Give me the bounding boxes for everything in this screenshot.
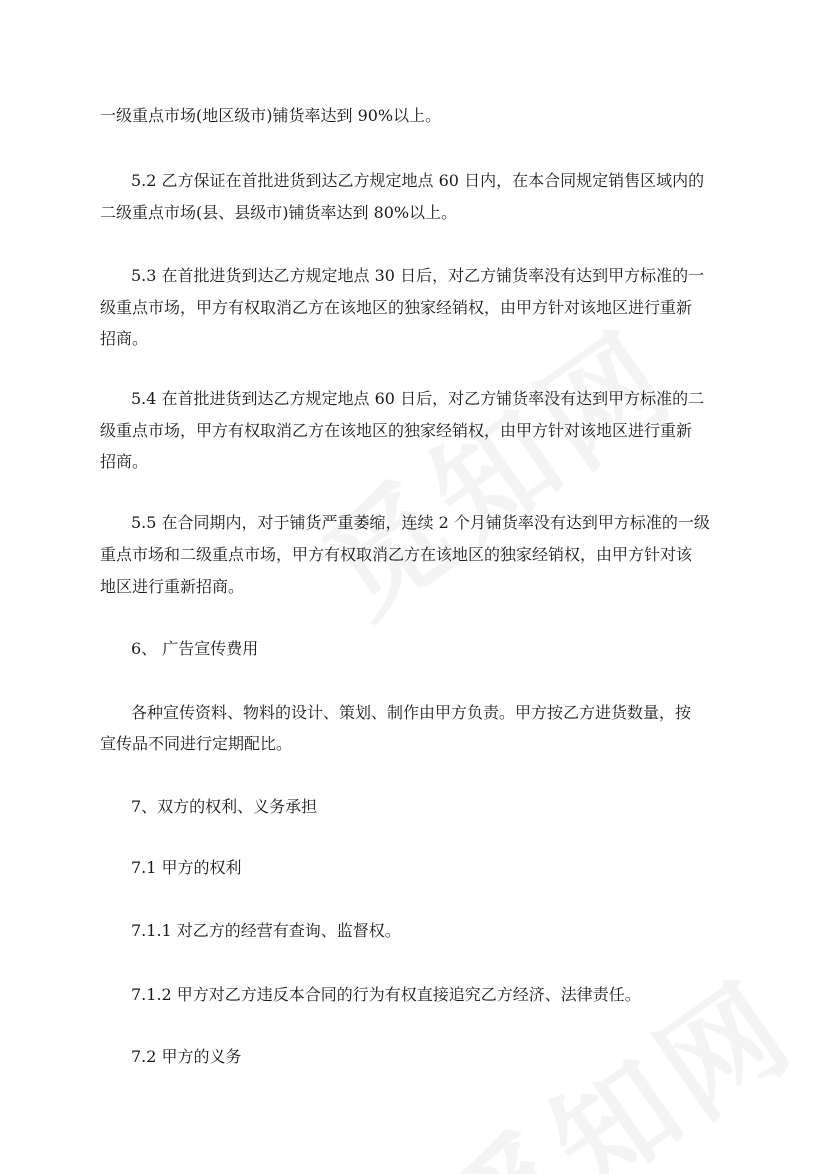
- paragraph-line: 5.2 乙方保证在首批进货到达乙方规定地点 60 日内，在本合同规定销售区域内的: [131, 171, 705, 190]
- paragraph-line: 7.1.2 甲方对乙方违反本合同的行为有权直接追究乙方经济、法律责任。: [131, 985, 641, 1004]
- subsection-heading: 7.1 甲方的权利: [131, 858, 242, 877]
- paragraph-line: 5.5 在合同期内，对于铺货严重萎缩，连续 2 个月铺货率没有达到甲方标准的一级: [131, 513, 710, 532]
- paragraph-line: 一级重点市场(地区级市)铺货率达到 90%以上。: [100, 106, 442, 125]
- paragraph-line: 级重点市场，甲方有权取消乙方在该地区的独家经销权，由甲方针对该地区进行重新: [100, 298, 693, 317]
- paragraph-line: 重点市场和二级重点市场，甲方有权取消乙方在该地区的独家经销权，由甲方针对该: [100, 545, 693, 564]
- section-heading: 7、双方的权利、义务承担: [131, 797, 318, 816]
- paragraph-line: 级重点市场，甲方有权取消乙方在该地区的独家经销权，由甲方针对该地区进行重新: [100, 421, 693, 440]
- paragraph-line: 7.1.1 对乙方的经营有查询、监督权。: [131, 921, 401, 940]
- paragraph-line: 宣传品不同进行定期配比。: [100, 734, 293, 753]
- section-heading: 6、 广告宣传费用: [131, 639, 259, 658]
- paragraph-line: 二级重点市场(县、县级市)铺货率达到 80%以上。: [100, 203, 458, 222]
- paragraph-line: 招商。: [100, 329, 149, 348]
- paragraph-line: 5.3 在首批进货到达乙方规定地点 30 日后，对乙方铺货率没有达到甲方标准的一: [131, 266, 705, 285]
- subsection-heading: 7.2 甲方的义务: [131, 1047, 242, 1066]
- paragraph-line: 各种宣传资料、物料的设计、策划、制作由甲方负责。甲方按乙方进货数量，按: [131, 703, 692, 722]
- paragraph-line: 招商。: [100, 452, 149, 471]
- paragraph-line: 地区进行重新招商。: [100, 577, 245, 596]
- paragraph-line: 5.4 在首批进货到达乙方规定地点 60 日后，对乙方铺货率没有达到甲方标准的二: [131, 389, 705, 408]
